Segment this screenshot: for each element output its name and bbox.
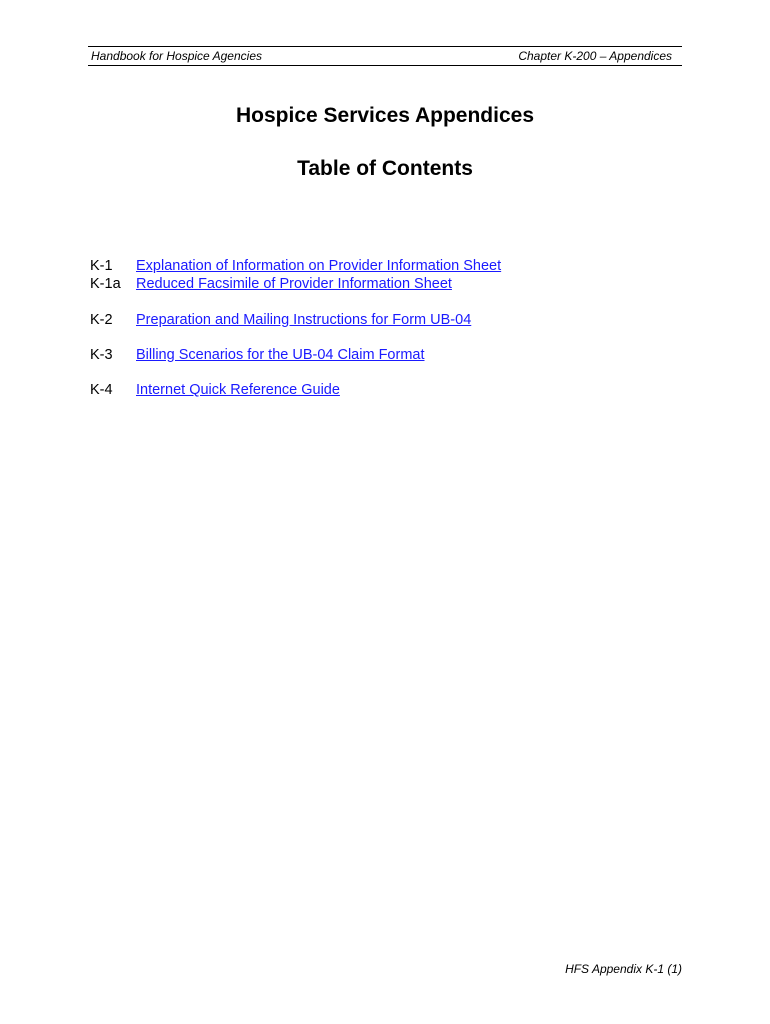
toc-link-k1[interactable]: Explanation of Information on Provider Information Sheet xyxy=(136,258,502,274)
toc-code: K-2 xyxy=(90,312,113,328)
header-handbook-title: Handbook for Hospice Agencies xyxy=(91,49,262,63)
toc-code: K-4 xyxy=(90,382,113,398)
toc-code: K-1a xyxy=(90,276,121,292)
toc-link-k2[interactable]: Preparation and Mailing Instructions for Form UB-04 xyxy=(136,312,472,328)
page-footer: HFS Appendix K-1 (1) xyxy=(565,962,682,976)
toc-link-k4[interactable]: Internet Quick Reference Guide xyxy=(136,382,340,398)
document-title: Hospice Services Appendices xyxy=(235,104,535,127)
toc-code: K-1 xyxy=(90,258,113,274)
toc-link-k1a[interactable]: Reduced Facsimile of Provider Information Sheet xyxy=(136,276,452,292)
document-subtitle: Table of Contents xyxy=(297,157,473,180)
toc-code: K-3 xyxy=(90,347,113,363)
toc-link-k3[interactable]: Billing Scenarios for the UB-04 Claim Format xyxy=(136,347,425,363)
page-header xyxy=(88,46,682,66)
header-chapter-title: Chapter K-200 – Appendices xyxy=(518,49,672,63)
